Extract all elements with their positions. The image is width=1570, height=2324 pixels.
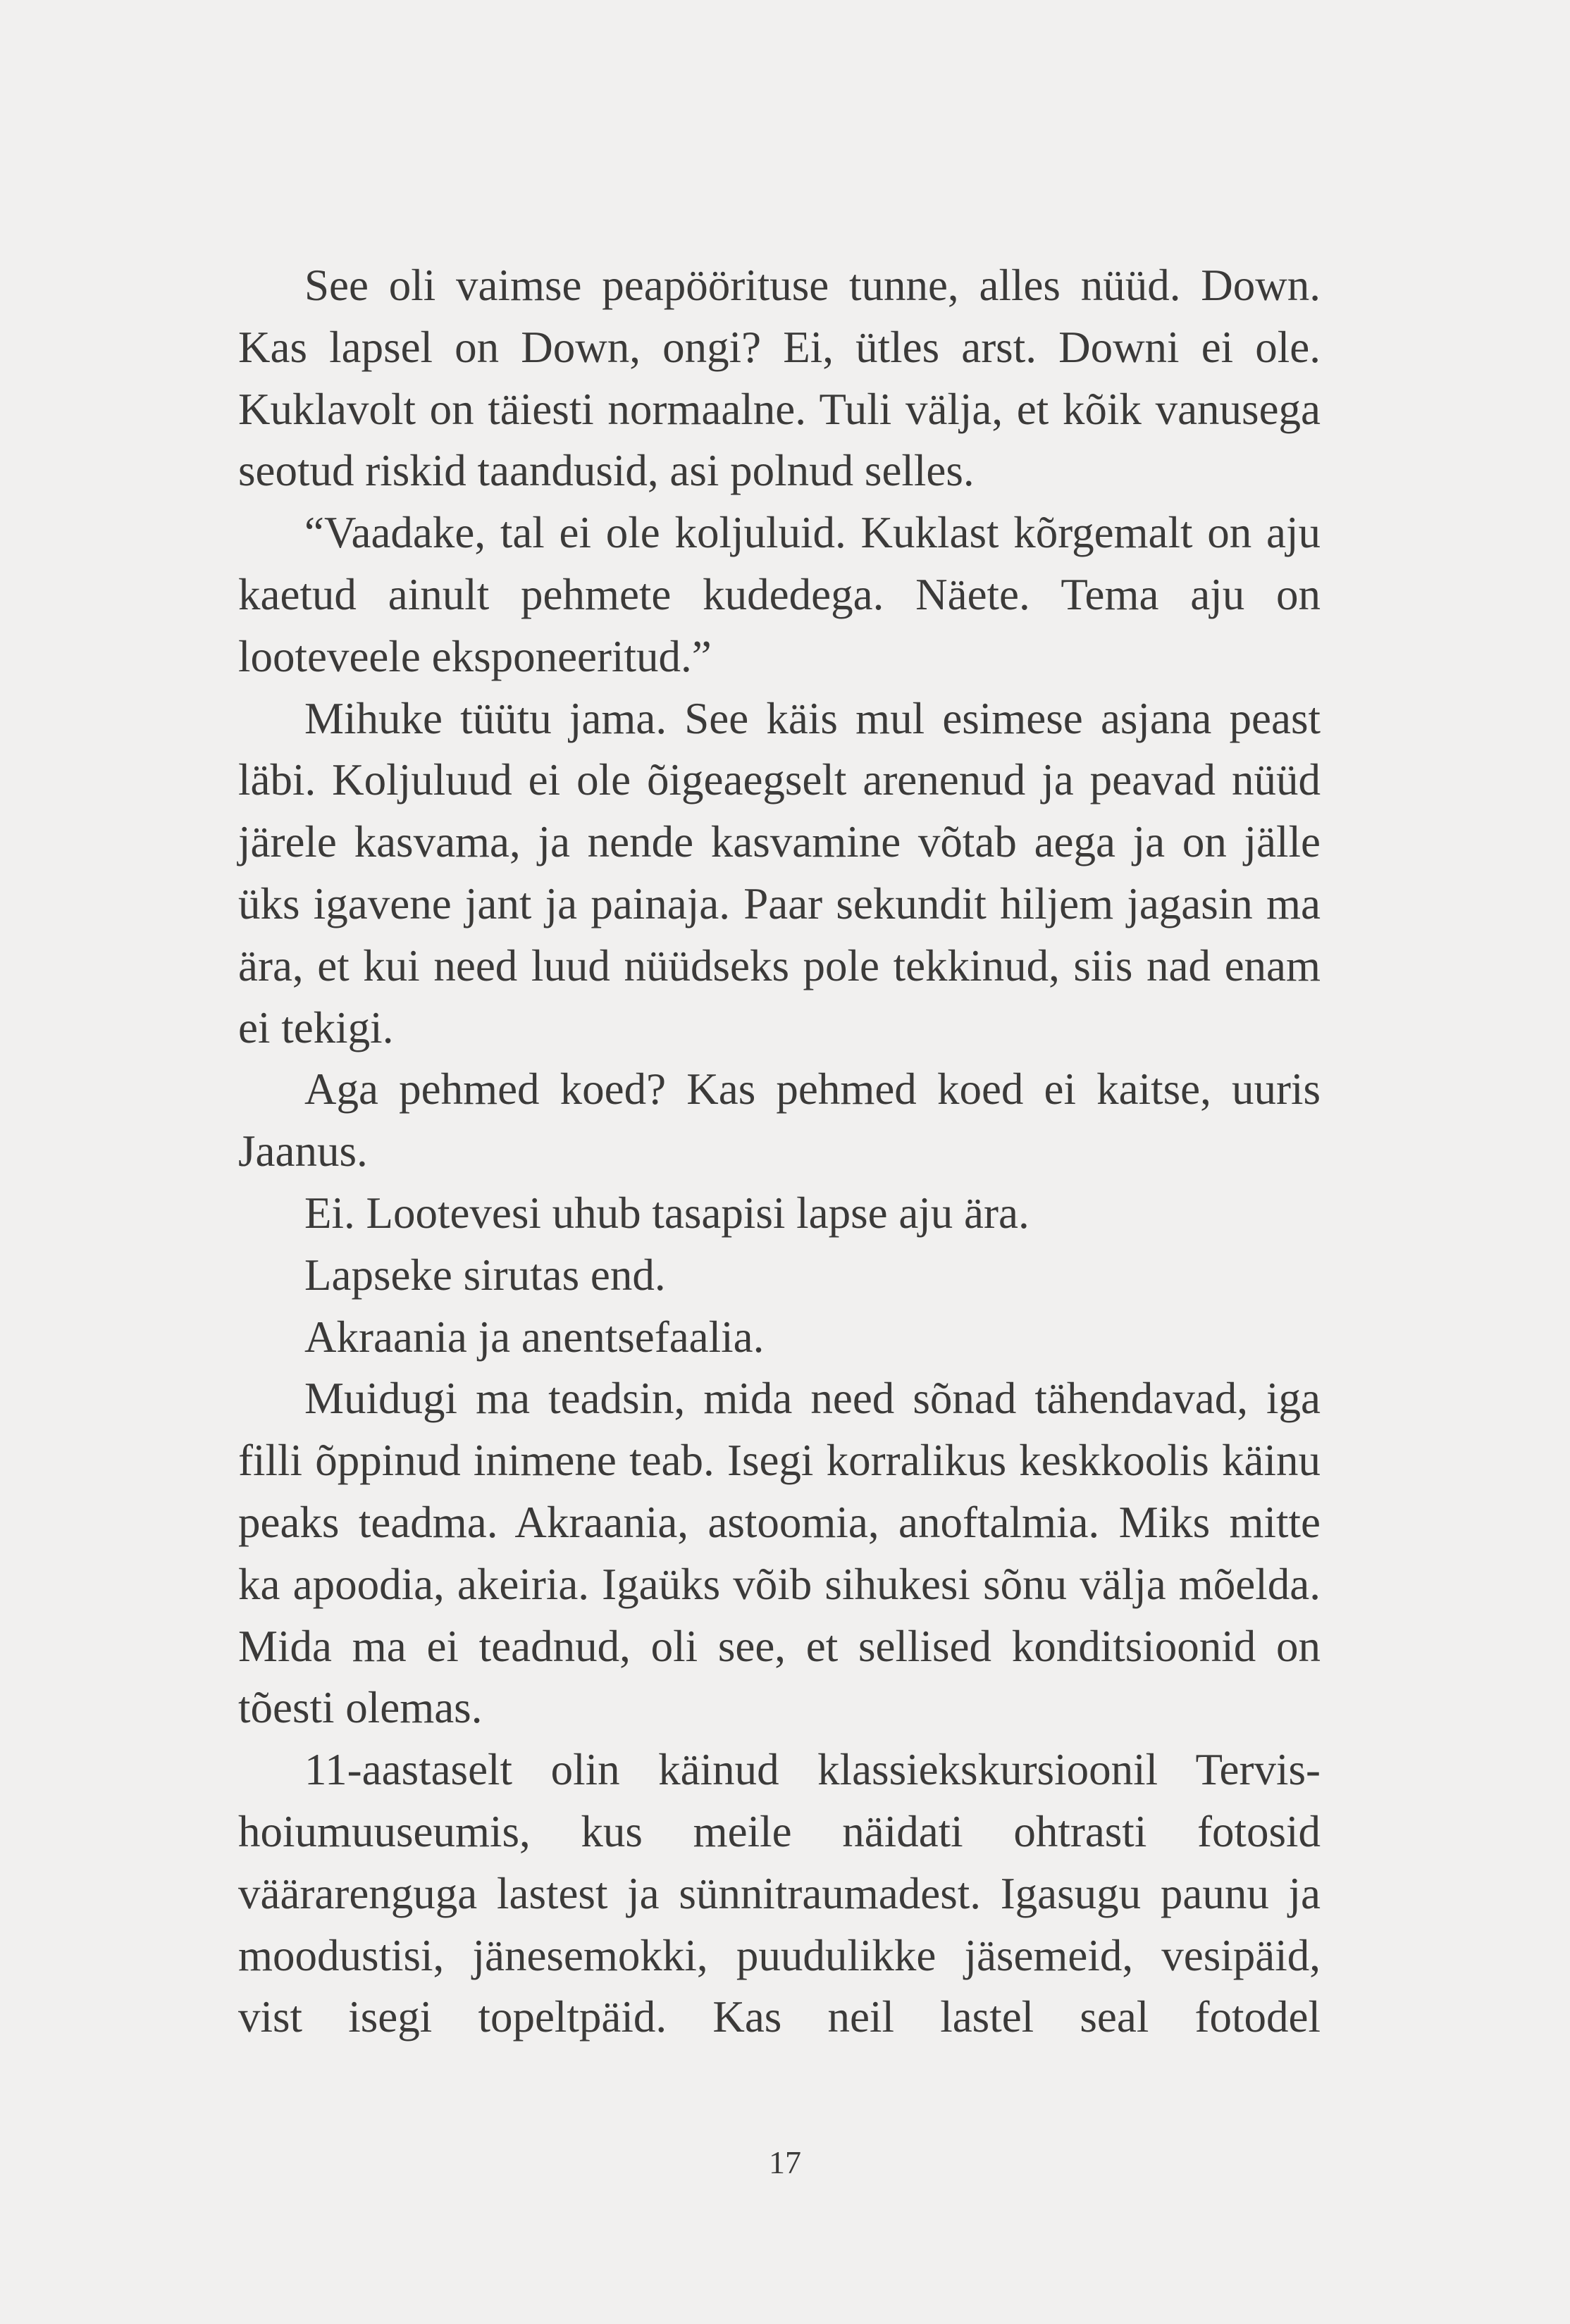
paragraph: 11-aastaselt olin käinud klassiekskursioonil Tervishoiumuuseumis, kus meile näidati ohtrasti fotosid väärarenguga lastest ja sünnitraumadest. Igasugu paunu ja moodustisi, jänesemokki, puudulikke jäsemeid, vesipäid, vist isegi topeltpäid. Kas neil lastel seal fotodel (238, 1745, 1321, 2042)
paragraph: Lapseke sirutas end. (304, 1250, 666, 1300)
paragraph: “Vaadake, tal ei ole koljuluid. Kuklast kõrgemalt on aju kaetud ainult pehmete kudedega. Näete. Tema aju on looteveele eksponeeritud.” (238, 508, 1321, 681)
body-text (238, 255, 1321, 2049)
paragraph: Akraania ja anentsefaalia. (304, 1312, 765, 1362)
page-number: 17 (769, 2144, 801, 2180)
paragraph: Muidugi ma teadsin, mida need sõnad tähendavad, iga filli õppinud inimene teab. Isegi korralikus keskkoolis käinu peaks teadma. Akraania, astoomia, anoftalmia. Miks mitte ka apoodia, akeiria. Igaüks võib sihukesi sõnu välja mõelda. Mida ma ei teadnud, oli see, et sellised konditsioonid on tõesti olemas. (238, 1374, 1321, 1733)
paragraph: Aga pehmed koed? Kas pehmed koed ei kaitse, uuris Jaanus. (238, 1064, 1321, 1176)
paragraph: Ei. Lootevesi uhub tasapisi lapse aju ära. (304, 1188, 1030, 1238)
paragraph: Mihuke tüütu jama. See käis mul esimese asjana peast läbi. Koljuluud ei ole õigeaegselt arenenud ja peavad nüüd järele kasvama, ja nende kasvamine võtab aega ja on jälle üks igavene jant ja painaja. Paar sekundit hiljem jagasin ma ära, et kui need luud nüüdseks pole tekkinud, siis nad enam ei tekigi. (238, 693, 1321, 1052)
paragraph: See oli vaimse peapöörituse tunne, alles nüüd. Down. Kas lapsel on Down, ongi? Ei, ütles arst. Downi ei ole. Kuklavolt on täiesti normaalne. Tuli välja, et kõik vanusega seotud riskid taandusid, asi polnud selles. (238, 261, 1321, 496)
